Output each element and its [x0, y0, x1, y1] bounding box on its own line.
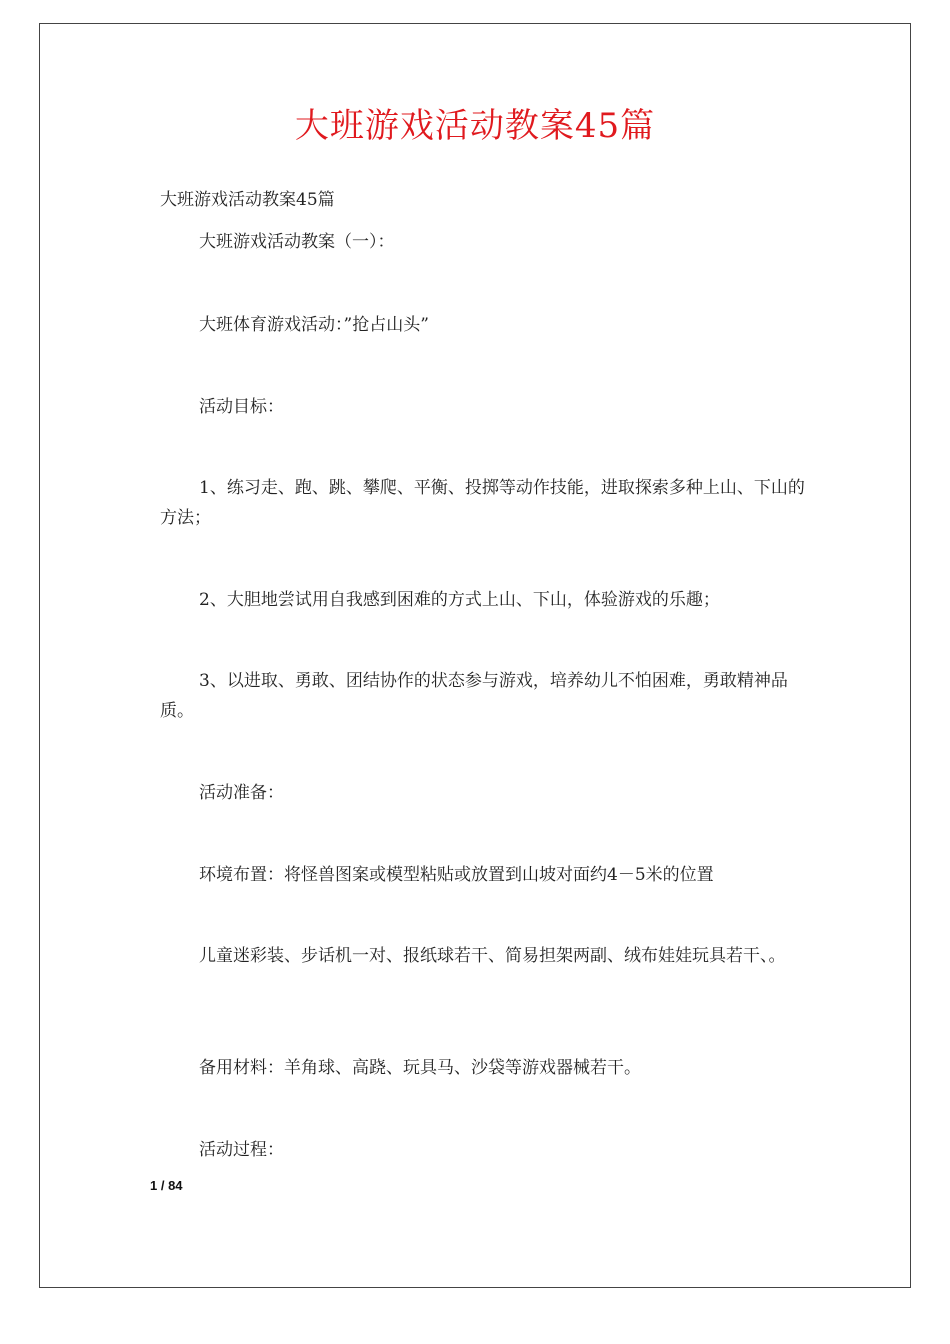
- paragraph-goal-2: 2、大胆地尝试用自我感到困难的方式上山、下山，体验游戏的乐趣；: [199, 590, 720, 610]
- document-title: 大班游戏活动教案45篇: [294, 106, 656, 146]
- document-subtitle: 大班游戏活动教案45篇: [160, 190, 335, 210]
- paragraph-process-heading: 活动过程：: [199, 1140, 284, 1160]
- paragraph-section-heading: 大班游戏活动教案（一）：: [199, 232, 395, 252]
- paragraph-activity-name: 大班体育游戏活动：”抢占山头”: [199, 315, 429, 335]
- paragraph-environment: 环境布置：将怪兽图案或模型粘贴或放置到山坡对面约4－5米的位置: [199, 865, 714, 885]
- paragraph-goal-3: 3、以进取、勇敢、团结协作的状态参与游戏，培养幼儿不怕困难，勇敢精神品质。: [160, 671, 788, 721]
- paragraph-backup-materials: 备用材料：羊角球、高跷、玩具马、沙袋等游戏器械若干。: [199, 1058, 641, 1078]
- paragraph-prep-heading: 活动准备：: [199, 783, 284, 803]
- paragraph-goals-heading: 活动目标：: [199, 397, 284, 417]
- page-indicator: 1 / 84: [150, 1178, 183, 1193]
- paragraph-goal-1: 1、练习走、跑、跳、攀爬、平衡、投掷等动作技能，进取探索多种上山、下山的方法；: [160, 478, 805, 528]
- paragraph-materials: 儿童迷彩装、步话机一对、报纸球若干、简易担架两副、绒布娃娃玩具若干、。: [199, 946, 786, 966]
